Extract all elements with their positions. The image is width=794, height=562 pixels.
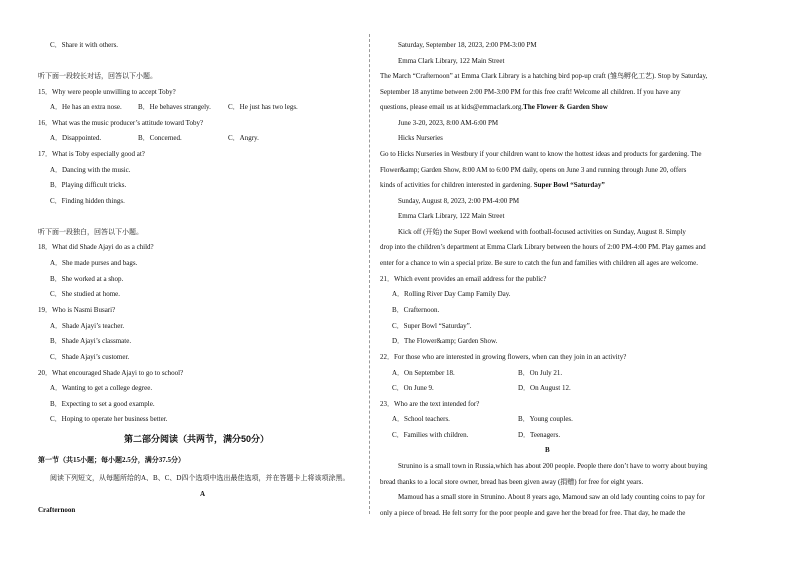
question-16-options <box>50 134 316 143</box>
crafternoon-location: Emma Clark Library, 122 Main Street <box>398 57 505 65</box>
section-one-instruction: 阅读下列短文，从每题所给的A、B、C、D四个选项中选出最佳选项，并在答题卡上将该项涂黑。 <box>50 474 350 482</box>
q20-option-b: B．Expecting to set a good example. <box>50 400 155 408</box>
passage-b-text-1: Strunino is a small town in Russia,which has about 200 people. People there don’t have to worry about buying <box>398 462 708 470</box>
crafternoon-date: Saturday, September 18, 2023, 2:00 PM-3:00 PM <box>398 41 537 49</box>
flower-show-date: June 3-20, 2023, 8:00 AM-6:00 PM <box>398 119 499 127</box>
option-d: D．Teenagers. <box>518 431 561 439</box>
q19-option-c: C．Shade Ajayi’s customer. <box>50 353 130 361</box>
q20-option-c: C．Hoping to operate her business better. <box>50 415 168 423</box>
option-b: B．On July 21. <box>518 369 563 377</box>
question-22: 22．For those who are interested in growing flowers, when can they join in an activity? <box>380 353 627 361</box>
option-a: A．He has an extra nose. <box>50 103 122 111</box>
listening-instruction-2: 听下面一段独白，回答以下小题。 <box>38 228 143 236</box>
option-b: B．Young couples. <box>518 415 573 423</box>
q21-option-b: B．Crafternoon. <box>392 306 440 314</box>
flower-show-location: Hicks Nurseries <box>398 134 443 142</box>
part-two-heading: 第二部分阅读（共两节，满分50分） <box>124 434 270 444</box>
crafternoon-email-text: questions, please email us at kids@emmaclark.org. <box>380 103 524 111</box>
q21-option-d: D．The Flower&amp; Garden Show. <box>392 337 498 345</box>
option-a: A．On September 18. <box>392 369 455 377</box>
question-23: 23．Who are the text intended for? <box>380 400 480 408</box>
question-17: 17．What is Toby especially good at? <box>38 150 145 158</box>
q22-options-row-1 <box>392 369 644 378</box>
column-divider <box>369 34 370 514</box>
option-c: C．On June 9. <box>392 384 434 392</box>
crafternoon-text-3 <box>380 103 608 112</box>
passage-b-text-4: only a piece of bread. He felt sorry for the poor people and gave her the bread for free. That day, he made the <box>380 509 686 517</box>
q14-option-c: C．Share it with others. <box>50 41 119 49</box>
flower-show-text-3 <box>380 181 605 190</box>
passage-a-label: A <box>200 490 206 498</box>
crafternoon-text-2: September 18 anytime between 2:00 PM-3:00 PM for this free craft! Welcome all children. If you have any <box>380 88 681 96</box>
question-20: 20．What encouraged Shade Ajayi to go to school? <box>38 369 184 377</box>
option-a: A．Disappointed. <box>50 134 102 142</box>
q23-options-row-1 <box>392 415 644 424</box>
q21-option-a: A．Rolling River Day Camp Family Day. <box>392 290 511 298</box>
question-16: 16．What was the music producer’s attitude toward Toby? <box>38 119 204 127</box>
option-b: B．Concerned. <box>138 134 182 142</box>
q19-option-b: B．Shade Ajayi’s classmate. <box>50 337 132 345</box>
option-c: C．Angry. <box>228 134 259 142</box>
q22-options-row-2 <box>392 384 644 393</box>
q23-options-row-2 <box>392 431 644 440</box>
q18-option-b: B．She worked at a shop. <box>50 275 124 283</box>
option-c: C．Families with children. <box>392 431 469 439</box>
option-a: A．School teachers. <box>392 415 450 423</box>
question-18: 18．What did Shade Ajayi do as a child? <box>38 243 154 251</box>
option-c: C．He just has two legs. <box>228 103 298 111</box>
passage-b-text-2: bread thanks to a local store owner, bread has been given away (捐赠) for free for eight years. <box>380 478 644 486</box>
q19-option-a: A．Shade Ajayi’s teacher. <box>50 322 125 330</box>
flower-show-text-1: Go to Hicks Nurseries in Westbury if your children want to know the hottest ideas and products for gardening. The <box>380 150 702 158</box>
q18-option-a: A．She made purses and bags. <box>50 259 138 267</box>
crafternoon-heading: Crafternoon <box>38 506 76 514</box>
flower-show-heading: The Flower & Garden Show <box>523 103 608 111</box>
q20-option-a: A．Wanting to get a college degree. <box>50 384 153 392</box>
question-21: 21．Which event provides an email address for the public? <box>380 275 547 283</box>
super-bowl-location: Emma Clark Library, 122 Main Street <box>398 212 505 220</box>
option-d: D．On August 12. <box>518 384 571 392</box>
flower-show-text: kinds of activities for children interested in gardening. <box>380 181 533 189</box>
q17-option-b: B．Playing difficult tricks. <box>50 181 127 189</box>
super-bowl-text-3: enter for a chance to win a special prize. Be sure to catch the fun and families with children all ages are welcome. <box>380 259 698 267</box>
listening-instruction-1: 听下面一段较长对话，回答以下小题。 <box>38 72 157 80</box>
question-15-options <box>50 103 316 112</box>
option-b: B．He behaves strangely. <box>138 103 211 111</box>
passage-b-text-3: Mamoud has a small store in Strunino. About 8 years ago, Mamoud saw an old lady counting coins to pay for <box>398 493 705 501</box>
crafternoon-text-1: The March “Crafternoon” at Emma Clark Library is a hatching bird pop-up craft (雏鸟孵化工艺). Stop by Saturday, <box>380 72 708 80</box>
q17-option-a: A．Dancing with the music. <box>50 166 131 174</box>
q17-option-c: C．Finding hidden things. <box>50 197 125 205</box>
question-19: 19．Who is Nasmi Busari? <box>38 306 116 314</box>
question-15: 15．Why were people unwilling to accept Toby? <box>38 88 176 96</box>
super-bowl-text-2: drop into the children’s department at Emma Clark Library between the hours of 2:00 PM-4:00 PM. Play games and <box>380 243 706 251</box>
section-one-heading: 第一节（共15小题；每小题2.5分，满分37.5分） <box>38 456 185 464</box>
passage-b-label: B <box>545 446 550 454</box>
q18-option-c: C．She studied at home. <box>50 290 120 298</box>
super-bowl-text-1: Kick off (开始) the Super Bowl weekend with football-focused activities on Sunday, August 8. Simply <box>398 228 686 236</box>
super-bowl-date: Sunday, August 8, 2023, 2:00 PM-4:00 PM <box>398 197 520 205</box>
q21-option-c: C．Super Bowl “Saturday”. <box>392 322 472 330</box>
flower-show-text-2: Flower&amp; Garden Show, 8:00 AM to 6:00 PM daily, opens on June 3 and running through June 20, offers <box>380 166 687 174</box>
super-bowl-heading: Super Bowl “Saturday” <box>533 181 605 189</box>
